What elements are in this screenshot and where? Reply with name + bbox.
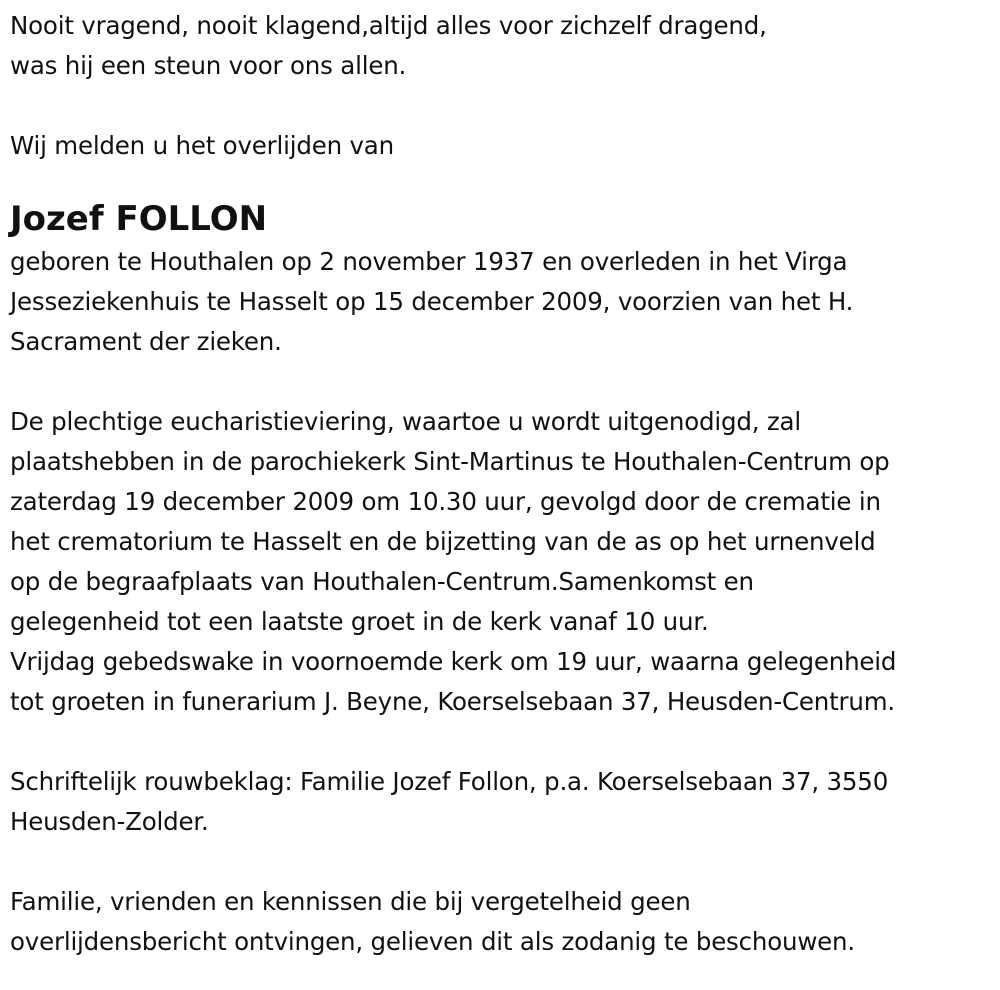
ceremony-paragraph [10,402,1000,722]
deceased-name: Jozef FOLLON [10,199,268,239]
text-line: Familie, vrienden en kennissen die bij vergetelheid geen [10,887,691,916]
condolences-paragraph [10,762,1000,842]
text-line: overlijdensbericht ontvingen, gelieven dit als zodanig te beschouwen. [10,927,855,956]
closing-paragraph [10,882,1000,962]
text-line: Heusden-Zolder. [10,807,209,836]
announcement-text: Wij melden u het overlijden van [10,131,394,160]
birth-death-paragraph [10,242,1000,362]
text-line: het crematorium te Hasselt en de bijzetting van de as op het urnenveld [10,527,876,556]
text-line: plaatshebben in de parochiekerk Sint-Martinus te Houthalen-Centrum op [10,447,890,476]
text-line: geboren te Houthalen op 2 november 1937 en overleden in het Virga [10,247,848,276]
intro-verse [10,6,1000,86]
text-line: De plechtige eucharistieviering, waartoe u wordt uitgenodigd, zal [10,407,801,436]
announcement [10,126,1000,166]
text-line: Sacrament der zieken. [10,327,282,356]
text-line: was hij een steun voor ons allen. [10,51,407,80]
text-line: Jesseziekenhuis te Hasselt op 15 december 2009, voorzien van het H. [10,287,854,316]
text-line: Schriftelijk rouwbeklag: Familie Jozef Follon, p.a. Koerselsebaan 37, 3550 [10,767,889,796]
text-line: gelegenheid tot een laatste groet in de kerk vanaf 10 uur. [10,607,709,636]
text-line: Vrijdag gebedswake in voornoemde kerk om 19 uur, waarna gelegenheid [10,647,897,676]
text-line: zaterdag 19 december 2009 om 10.30 uur, gevolgd door de crematie in [10,487,881,516]
text-line: tot groeten in funerarium J. Beyne, Koerselsebaan 37, Heusden-Centrum. [10,687,895,716]
text-line: Nooit vragend, nooit klagend,altijd alles voor zichzelf dragend, [10,11,767,40]
text-line: op de begraafplaats van Houthalen-Centrum.Samenkomst en [10,567,754,596]
